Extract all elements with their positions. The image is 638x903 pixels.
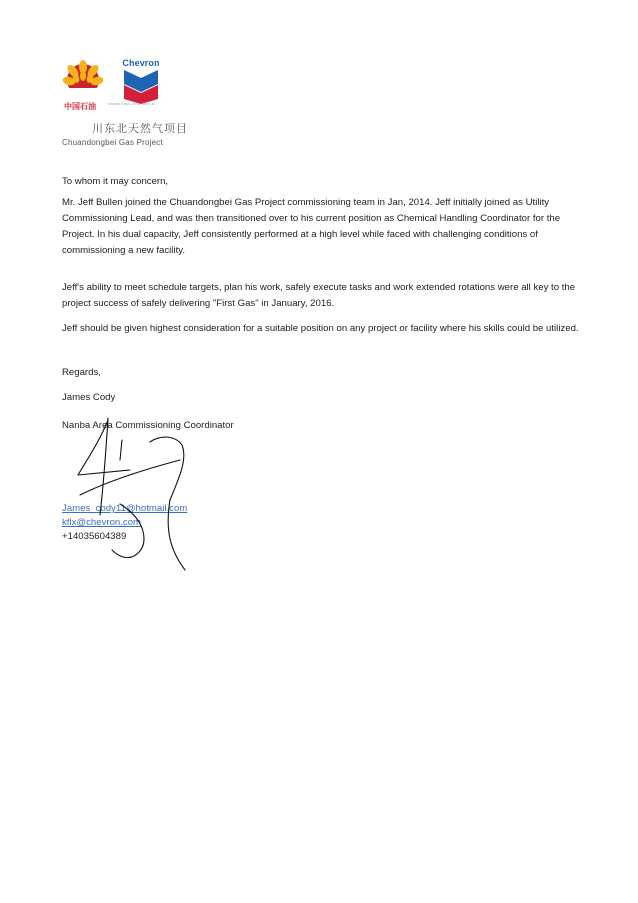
chevron-logo-icon [118, 58, 164, 104]
signer-name: James Cody [62, 392, 116, 403]
paragraph-3: Jeff should be given highest consideration for a suitable position on any project or facility where his skills could be utilized. [62, 323, 579, 334]
cnpc-name-cn: 中国石油 [64, 102, 96, 111]
paragraph-2: Jeff's ability to meet schedule targets, plan his work, safely execute tasks and work extended rotations were all key to the project success of safely delivering "First Gas" in January, 2016. [62, 282, 576, 309]
cnpc-logo-icon [62, 58, 104, 96]
phone-number: +14035604389 [62, 531, 127, 542]
chevron-logo-word: Chevron [122, 58, 160, 68]
closing: Regards, [62, 367, 101, 378]
project-name-cn: 川东北天然气项目 [92, 122, 188, 135]
chevron-subsidiary: Unocal East China Sea Ltd [108, 102, 156, 106]
email-link-2[interactable]: kflx@chevron.com [62, 517, 142, 528]
email-link-1[interactable]: James_cody11@hotmail.com [62, 503, 188, 514]
project-name-en: Chuandongbei Gas Project [62, 138, 163, 147]
signer-title: Nanba Area Commissioning Coordinator [62, 420, 234, 431]
chevron-logo [118, 58, 164, 104]
salutation: To whom it may concern, [62, 176, 169, 187]
paragraph-1: Mr. Jeff Bullen joined the Chuandongbei Gas Project commissioning team in Jan, 2014. Jeff initially joined as Utility Commissioning Lead, and was then transitioned over to his current position as Chemical Handling Coordinator for the Project. In his dual capacity, Jeff consistently performed at a high level while faced with challenging conditions of commissioning a new facility. [62, 197, 561, 256]
